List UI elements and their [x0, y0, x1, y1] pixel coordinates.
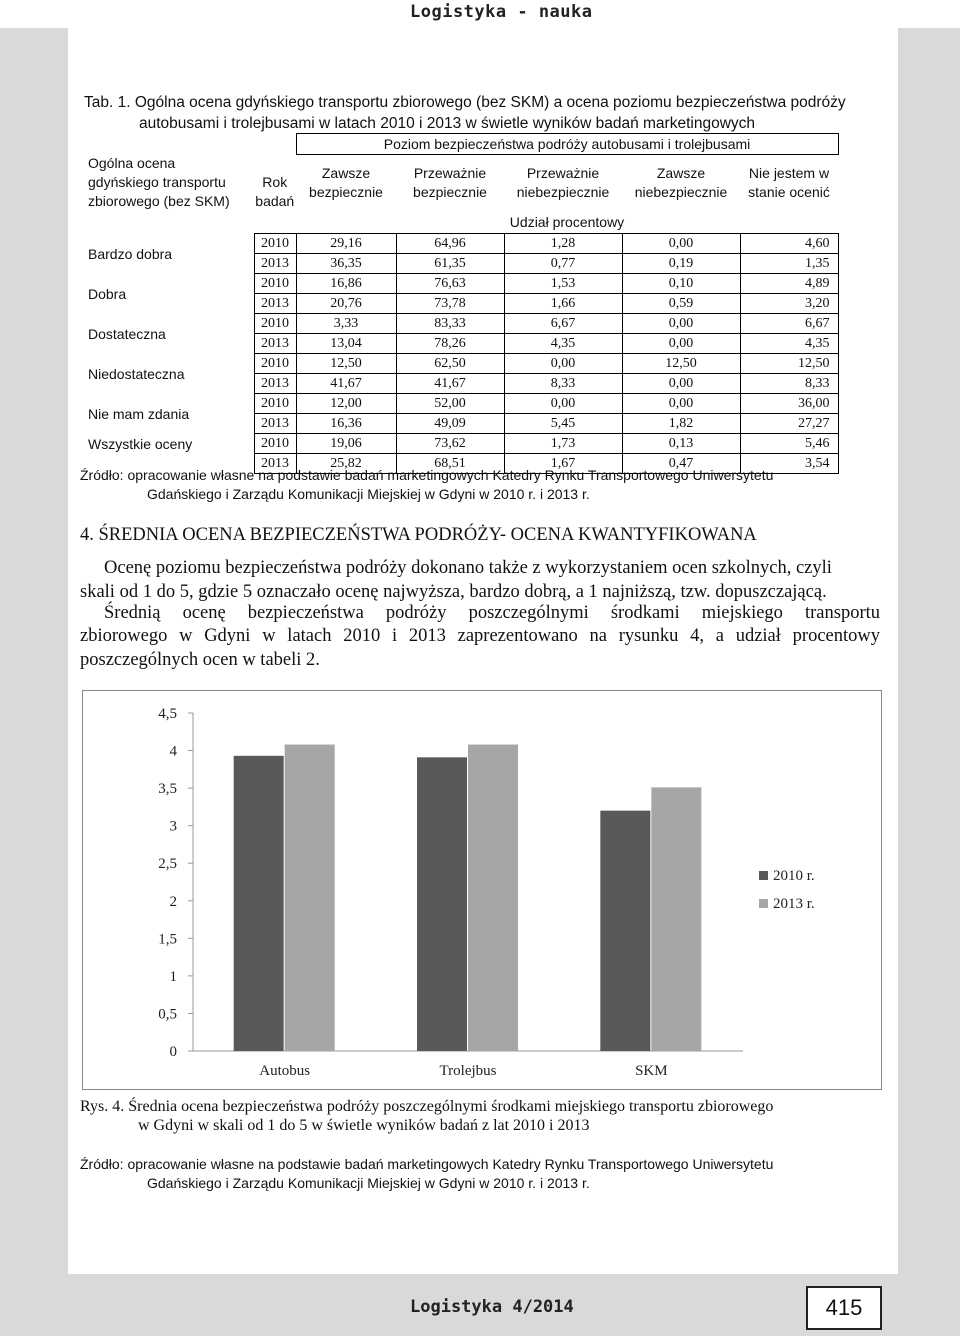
- value-cell: 0,00: [504, 354, 622, 374]
- bar-autobus-2010: [234, 756, 284, 1051]
- y-tick-label: 4: [169, 743, 177, 760]
- header-unit: Udział procentowy: [509, 213, 625, 230]
- y-tick-label: 3,5: [158, 781, 177, 798]
- value-cell: 4,35: [504, 334, 622, 354]
- header-mostly-safe: Przeważnie bezpiecznie: [413, 165, 487, 200]
- page-margin-right: [898, 28, 960, 1274]
- header-always-unsafe: Zawsze niebezpiecznie: [634, 165, 728, 200]
- value-cell: 0,47: [622, 454, 740, 474]
- bar-trolejbus-2013: [468, 745, 518, 1051]
- year-cell: 2013: [254, 334, 296, 354]
- value-cell: 0,00: [622, 394, 740, 414]
- figure-caption-line1: Rys. 4. Średnia ocena bezpieczeństwa podróży poszczególnymi środkami miejskiego transportu zbiorowego: [80, 1098, 774, 1115]
- value-cell: 13,04: [296, 334, 396, 354]
- bar-trolejbus-2010: [417, 757, 467, 1051]
- table-row: [88, 394, 838, 414]
- value-cell: 25,82: [296, 454, 396, 474]
- page-number: 415: [806, 1286, 882, 1330]
- value-cell: 0,00: [504, 394, 622, 414]
- running-header: Logistyka - nauka: [410, 2, 593, 22]
- value-cell: 1,82: [622, 414, 740, 434]
- value-cell: 8,33: [504, 374, 622, 394]
- value-cell: 12,00: [296, 394, 396, 414]
- value-cell: 1,66: [504, 294, 622, 314]
- value-cell: 52,00: [396, 394, 504, 414]
- row-label: Dostateczna: [88, 325, 166, 342]
- value-cell: 20,76: [296, 294, 396, 314]
- header-year: Rok badań: [255, 174, 295, 209]
- table-source-line2: Gdańskiego i Zarządu Komunikacji Miejskiej w Gdyni w 2010 r. i 2013 r.: [147, 486, 590, 502]
- value-cell: 3,54: [740, 454, 838, 474]
- value-cell: 61,35: [396, 254, 504, 274]
- year-cell: 2010: [254, 314, 296, 334]
- value-cell: 16,36: [296, 414, 396, 434]
- value-cell: 29,16: [296, 234, 396, 254]
- figure-caption-line2: w Gdyni w skali od 1 do 5 w świetle wyników badań z lat 2010 i 2013: [138, 1117, 590, 1134]
- table-row: [88, 434, 838, 454]
- header-always-safe: Zawsze bezpiecznie: [309, 165, 383, 200]
- legend-swatch: [759, 871, 768, 880]
- value-cell: 0,13: [622, 434, 740, 454]
- value-cell: 0,00: [622, 334, 740, 354]
- table-row: [88, 314, 838, 334]
- value-cell: 27,27: [740, 414, 838, 434]
- row-label: Wszystkie oceny: [88, 435, 193, 452]
- header-cannot-rate: Nie jestem w stanie ocenić: [748, 165, 830, 200]
- row-label: Dobra: [88, 285, 127, 302]
- header-mostly-unsafe: Przeważnie niebezpiecznie: [516, 165, 610, 200]
- table-caption-line1: Tab. 1. Ogólna ocena gdyńskiego transportu zbiorowego (bez SKM) a ocena poziomu bezpieczeństwa podróży: [84, 94, 846, 111]
- row-label: Bardzo dobra: [88, 245, 173, 262]
- y-tick-label: 0,5: [158, 1006, 177, 1023]
- paragraph-2-line3: poszczególnych ocen w tabeli 2.: [80, 650, 320, 670]
- value-cell: 73,78: [396, 294, 504, 314]
- paragraph-2-line2: zbiorowego w Gdyni w latach 2010 i 2013 zaprezentowano na rysunku 4, a udział procentowy: [80, 626, 880, 646]
- value-cell: 16,86: [296, 274, 396, 294]
- table-row: [88, 354, 838, 374]
- y-tick-label: 1: [169, 968, 177, 985]
- value-cell: 1,67: [504, 454, 622, 474]
- value-cell: 1,35: [740, 254, 838, 274]
- value-cell: 0,77: [504, 254, 622, 274]
- row-label: Nie mam zdania: [88, 405, 190, 422]
- legend-label: 2010 r.: [773, 868, 815, 884]
- y-tick-label: 0: [169, 1044, 177, 1060]
- footer-journal: Logistyka 4/2014: [410, 1297, 574, 1317]
- figure-source-line1: Źródło: opracowanie własne na podstawie badań marketingowych Katedry Rynku Transportowego Uniwersytetu: [80, 1156, 774, 1172]
- table-source-line1: Źródło: opracowanie własne na podstawie badań marketingowych Katedry Rynku Transportowego Uniwersytetu: [80, 467, 774, 483]
- year-cell: 2010: [254, 234, 296, 254]
- section-heading: 4. ŚREDNIA OCENA BEZPIECZEŃSTWA PODRÓŻY- OCENA KWANTYFIKOWANA: [80, 525, 757, 545]
- value-cell: 68,51: [396, 454, 504, 474]
- chart-container: [82, 690, 882, 1090]
- value-cell: 0,00: [622, 374, 740, 394]
- bar-skm-2013: [651, 787, 701, 1051]
- value-cell: 12,50: [740, 354, 838, 374]
- value-cell: 12,50: [296, 354, 396, 374]
- value-cell: 62,50: [396, 354, 504, 374]
- row-label: Niedostateczna: [88, 365, 185, 382]
- bar-skm-2010: [600, 811, 650, 1051]
- value-cell: 41,67: [396, 374, 504, 394]
- paragraph-1-line2: skali od 1 do 5, gdzie 5 oznaczało ocenę najwyższa, bardzo dobrą, a 1 najniższą, tzw. dopuszczającą.: [80, 582, 827, 602]
- x-category-label: Trolejbus: [439, 1063, 497, 1079]
- y-tick-label: 2: [169, 893, 177, 910]
- value-cell: 6,67: [740, 314, 838, 334]
- page-margin-left: [0, 28, 68, 1274]
- value-cell: 8,33: [740, 374, 838, 394]
- value-cell: 0,59: [622, 294, 740, 314]
- year-cell: 2010: [254, 354, 296, 374]
- value-cell: 3,20: [740, 294, 838, 314]
- year-cell: 2010: [254, 434, 296, 454]
- value-cell: 4,35: [740, 334, 838, 354]
- value-cell: 1,53: [504, 274, 622, 294]
- header-overall-rating: Ogólna ocena gdyńskiego transportu zbiorowego (bez SKM): [88, 155, 230, 209]
- value-cell: 78,26: [396, 334, 504, 354]
- value-cell: 76,63: [396, 274, 504, 294]
- value-cell: 36,00: [740, 394, 838, 414]
- value-cell: 3,33: [296, 314, 396, 334]
- value-cell: 73,62: [396, 434, 504, 454]
- value-cell: 12,50: [622, 354, 740, 374]
- value-cell: 64,96: [396, 234, 504, 254]
- table-row: [88, 274, 838, 294]
- value-cell: 19,06: [296, 434, 396, 454]
- value-cell: 0,00: [622, 314, 740, 334]
- header-safety-level: Poziom bezpieczeństwa podróży autobusami i trolejbusami: [296, 134, 838, 155]
- table-row: [88, 234, 838, 254]
- bar-chart: [83, 691, 881, 1089]
- value-cell: 36,35: [296, 254, 396, 274]
- paragraph-2-line1: Średnią ocenę bezpieczeństwa podróży poszczególnymi środkami miejskiego transportu: [104, 603, 880, 623]
- year-cell: 2010: [254, 394, 296, 414]
- y-tick-label: 4,5: [158, 706, 177, 722]
- value-cell: 0,00: [622, 234, 740, 254]
- year-cell: 2013: [254, 454, 296, 474]
- value-cell: 4,89: [740, 274, 838, 294]
- x-category-label: Autobus: [259, 1063, 311, 1079]
- value-cell: 5,46: [740, 434, 838, 454]
- value-cell: 41,67: [296, 374, 396, 394]
- x-category-label: SKM: [635, 1063, 668, 1079]
- year-cell: 2013: [254, 294, 296, 314]
- value-cell: 83,33: [396, 314, 504, 334]
- year-cell: 2013: [254, 254, 296, 274]
- value-cell: 0,10: [622, 274, 740, 294]
- value-cell: 49,09: [396, 414, 504, 434]
- year-cell: 2013: [254, 374, 296, 394]
- figure-source-line2: Gdańskiego i Zarządu Komunikacji Miejskiej w Gdyni w 2010 r. i 2013 r.: [147, 1175, 590, 1191]
- value-cell: 6,67: [504, 314, 622, 334]
- value-cell: 4,60: [740, 234, 838, 254]
- safety-table: [88, 133, 839, 474]
- y-tick-label: 2,5: [158, 856, 177, 873]
- y-tick-label: 3: [169, 818, 177, 835]
- bar-autobus-2013: [285, 745, 335, 1051]
- year-cell: 2010: [254, 274, 296, 294]
- year-cell: 2013: [254, 414, 296, 434]
- value-cell: 1,28: [504, 234, 622, 254]
- legend-swatch: [759, 899, 768, 908]
- value-cell: 1,73: [504, 434, 622, 454]
- legend-label: 2013 r.: [773, 896, 815, 912]
- paragraph-1-line1: Ocenę poziomu bezpieczeństwa podróży dokonano także z wykorzystaniem ocen szkolnych, czyli: [104, 558, 832, 578]
- table-caption-line2: autobusami i trolejbusami w latach 2010 i 2013 w świetle wyników badań marketingowych: [139, 115, 756, 132]
- value-cell: 5,45: [504, 414, 622, 434]
- value-cell: 0,19: [622, 254, 740, 274]
- y-tick-label: 1,5: [158, 931, 177, 948]
